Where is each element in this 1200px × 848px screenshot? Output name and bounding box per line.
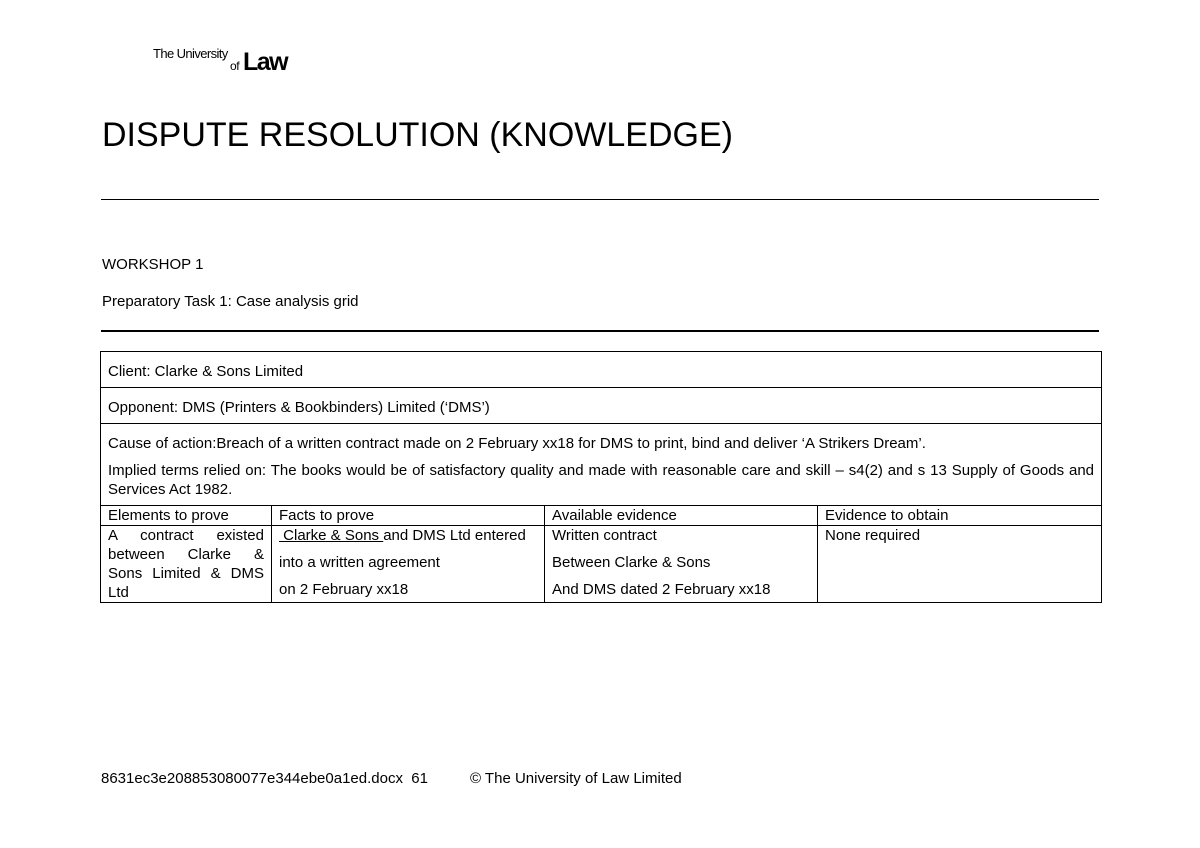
facts-line1-rest: and DMS Ltd entered [383,527,526,544]
facts-party-underlined: Clarke & Sons [279,527,384,544]
logo-of: of [230,59,240,73]
to-obtain-cell: None required [818,526,1102,603]
task-divider [101,330,1099,332]
copyright-notice: © The University of Law Limited [469,770,682,787]
task-label: Preparatory Task 1: Case analysis grid [102,293,359,310]
case-analysis-grid [100,351,1102,603]
logo-law: Law [243,48,288,76]
logo-line1: The University [153,46,228,61]
cause-of-action: Cause of action:Breach of a written contract made on 2 February xx18 for DMS to print, bind and deliver ‘A Strikers Dream’. [108,435,926,452]
available-line1: Written contract [552,527,657,544]
available-line3: And DMS dated 2 February xx18 [552,581,771,598]
cause-row [101,424,1102,506]
header-facts: Facts to prove [272,506,545,526]
header-to-obtain: Evidence to obtain [818,506,1102,526]
facts-line3: on 2 February xx18 [279,581,409,598]
header-row [101,506,1102,526]
opponent-cell: Opponent: DMS (Printers & Bookbinders) Limited (‘DMS’) [101,388,1102,424]
workshop-label: WORKSHOP 1 [102,256,204,273]
header-elements: Elements to prove [101,506,272,526]
available-cell [545,526,818,603]
available-line2: Between Clarke & Sons [552,554,711,571]
header-available: Available evidence [545,506,818,526]
facts-cell [272,526,545,603]
cause-cell [101,424,1102,506]
table-row [101,526,1102,603]
page-footer [101,770,682,787]
client-row [101,352,1102,388]
element-cell: A contract existed between Clarke & Sons Limited & DMS Ltd [101,526,272,603]
implied-terms: Implied terms relied on: The books would be of satisfactory quality and made with reasonable care and skill – s4(2) and s 13 Supply of Goods and Services Act 1982. [108,462,1095,498]
university-of-law-logo [153,46,303,76]
page-title: DISPUTE RESOLUTION (KNOWLEDGE) [102,116,733,154]
client-cell: Client: Clarke & Sons Limited [101,352,1102,388]
facts-line1 [279,526,537,545]
document-reference: 8631ec3e208853080077e344ebe0a1ed.docx 61 [101,770,428,787]
title-divider [101,199,1099,200]
facts-line2: into a written agreement [279,554,440,571]
opponent-row [101,388,1102,424]
